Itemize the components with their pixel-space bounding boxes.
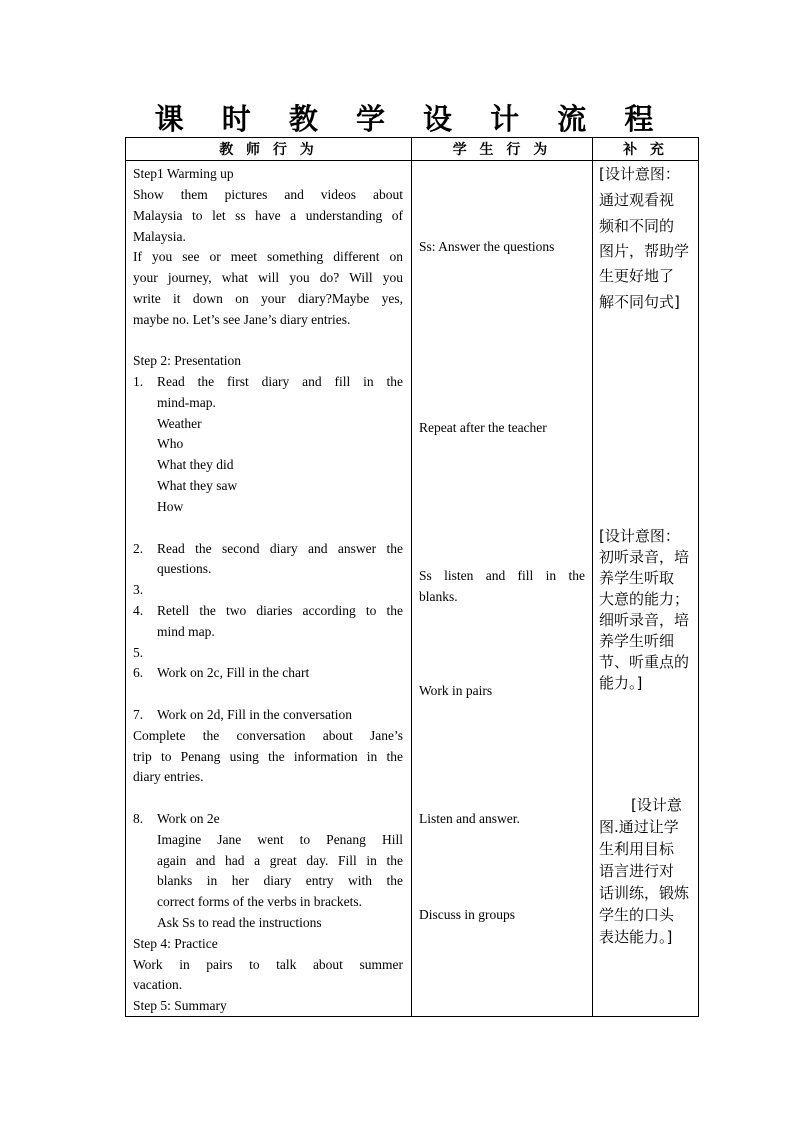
item7-line: Complete the conversation about Jane’s [133,728,403,743]
step1-line: maybe no. Let’s see Jane’s diary entries. [133,312,351,327]
design-note: 学生的口头 [599,906,675,924]
item4-line: Retell the two diaries according to the [157,603,403,618]
teacher-content [126,161,411,1016]
design-note: 话训练，锻炼 [599,884,690,902]
item7-line: diary entries. [133,769,204,784]
design-note: 表达能力。] [599,928,673,946]
design-note: [设计意图： [599,527,680,545]
item-number: 4. [133,603,144,618]
student-activity: Repeat after the teacher [419,420,547,435]
design-note: 解不同句式] [599,293,680,311]
student-activity: Discuss in groups [419,907,516,922]
student-cell [412,161,593,1017]
item8-line: again and had a great day. Fill in the [157,853,403,868]
header-teacher: 教 师 行 为 [126,138,412,161]
item8-line: correct forms of the verbs in brackets. [157,894,363,909]
design-note: 语言进行对 [599,862,675,880]
design-note: 图.通过让学 [599,818,679,836]
design-note: 养学生听取 [599,569,675,587]
design-note: 生更好地了 [599,267,675,285]
design-note: 通过观看视 [599,191,675,209]
item8-line: Work on 2e [157,811,220,826]
mindmap-item: What they did [157,457,234,472]
student-activity: Ss listen and fill in the [419,568,585,583]
student-activity: Ss: Answer the questions [419,239,555,254]
mindmap-item: How [157,499,184,514]
step1-title: Step1 Warming up [133,166,234,181]
item-number: 2. [133,541,144,556]
item8-line: Imagine Jane went to Penang Hill [157,832,403,847]
mindmap-item: What they saw [157,478,238,493]
step4-title: Step 4: Practice [133,936,218,951]
item7-line: Work on 2d, Fill in the conversation [157,707,353,722]
student-activity: blanks. [419,589,458,604]
design-note: 频和不同的 [599,217,675,235]
item-number: 6. [133,665,144,680]
design-note: [设计意 [631,796,682,814]
lesson-plan-table [125,137,699,1017]
table-body-row [126,161,699,1017]
step1-line: Show them pictures and videos about [133,187,403,202]
item-number: 7. [133,707,144,722]
item7-line: trip to Penang using the information in the [133,749,403,764]
student-activity: Listen and answer. [419,811,520,826]
supplement-content [593,161,698,1016]
item8-line: blanks in her diary entry with the [157,873,403,888]
step1-line: Malaysia. [133,229,186,244]
supplement-cell [593,161,699,1017]
student-activity: Work in pairs [419,683,493,698]
step1-line: write it down on your diary?Maybe yes, [133,291,403,306]
design-note: 初听录音，培 [599,548,690,566]
design-note: [设计意图： [599,165,680,183]
item2-line: questions. [157,561,212,576]
step5-title: Step 5: Summary [133,998,227,1013]
student-content [412,161,592,1016]
item-number: 1. [133,374,144,389]
step1-line: Malaysia to let ss have a understanding of [133,208,403,223]
table-header-row [126,138,699,161]
item8-line: Ask Ss to read the instructions [157,915,322,930]
design-note: 养学生听细 [599,632,675,650]
item4-line: mind map. [157,624,215,639]
item-number: 3. [133,582,144,597]
item6-line: Work on 2c, Fill in the chart [157,665,310,680]
step1-line: If you see or meet something different on [133,249,403,264]
step4-line: Work in pairs to talk about summer [133,957,403,972]
design-note: 生利用目标 [599,840,675,858]
mindmap-item: Who [157,436,184,451]
mindmap-item: Weather [157,416,202,431]
page-title: 课 时 教 学 设 计 流 程 [154,102,668,136]
step4-line: vacation. [133,977,183,992]
item1-line: mind-map. [157,395,216,410]
item1-line: Read the first diary and fill in the [157,374,403,389]
header-student: 学 生 行 为 [412,138,593,161]
design-note: 能力。] [599,674,643,692]
header-supplement: 补 充 [593,138,699,161]
teacher-cell [126,161,412,1017]
design-note: 图片，帮助学 [599,242,690,260]
item2-line: Read the second diary and answer the [157,541,403,556]
step2-title: Step 2: Presentation [133,353,241,368]
item-number: 8. [133,811,144,826]
step1-line: your journey, what will you do? Will you [133,270,403,285]
design-note: 细听录音，培 [599,611,690,629]
design-note: 节、听重点的 [599,653,690,671]
design-note: 大意的能力； [599,590,690,608]
item-number: 5. [133,645,144,660]
